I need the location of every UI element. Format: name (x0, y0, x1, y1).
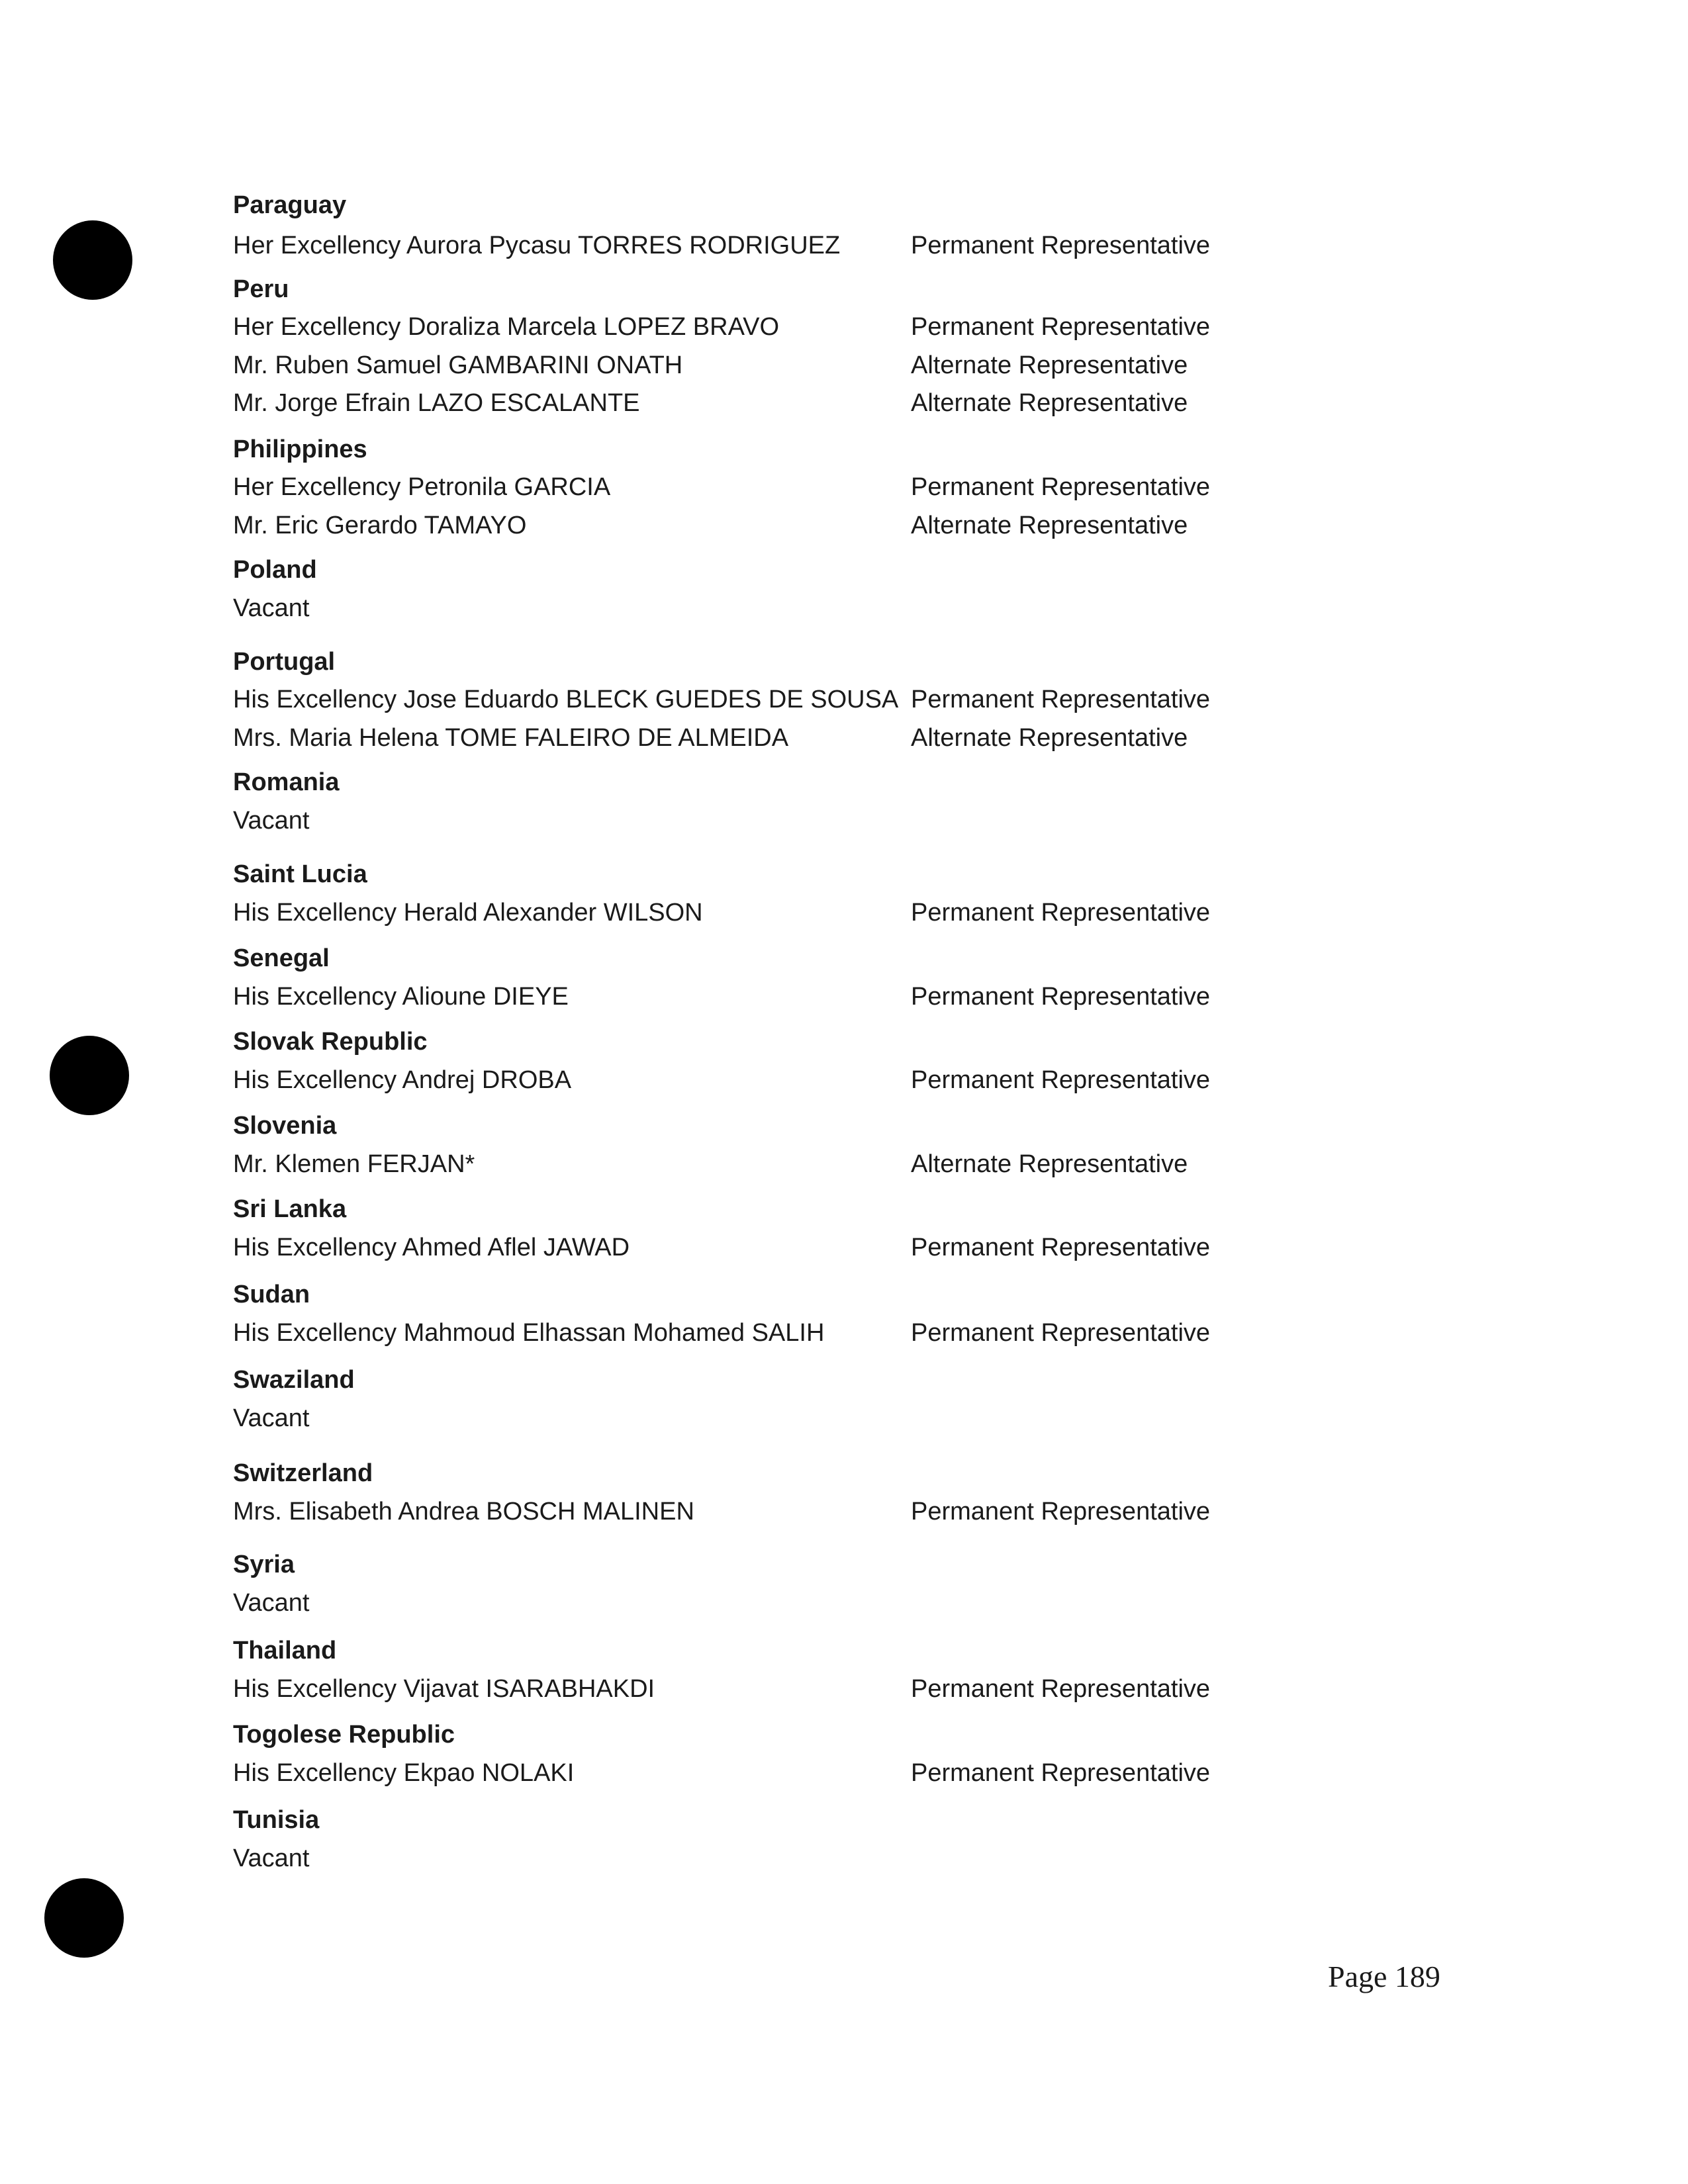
country-heading: Sri Lanka (233, 1195, 347, 1223)
representative-role: Permanent Representative (911, 1319, 1211, 1347)
representative-name: His Excellency Alioune DIEYE (233, 983, 569, 1011)
country-heading: Philippines (233, 435, 367, 463)
representative-name: Mrs. Maria Helena TOME FALEIRO DE ALMEIDA (233, 724, 789, 752)
country-heading: Slovenia (233, 1112, 337, 1140)
representative-name: His Excellency Andrej DROBA (233, 1066, 572, 1094)
representative-role: Permanent Representative (911, 232, 1211, 259)
representative-name: His Excellency Vijavat ISARABHAKDI (233, 1675, 655, 1703)
representative-name: Her Excellency Doraliza Marcela LOPEZ BRAVO (233, 313, 779, 341)
representative-name: Mr. Jorge Efrain LAZO ESCALANTE (233, 389, 640, 417)
representative-name: Mr. Ruben Samuel GAMBARINI ONATH (233, 351, 683, 379)
country-heading: Syria (233, 1551, 295, 1578)
representative-name: Mr. Klemen FERJAN* (233, 1150, 475, 1178)
representative-role: Alternate Representative (911, 389, 1188, 417)
representative-name: Mr. Eric Gerardo TAMAYO (233, 512, 527, 539)
vacant-label: Vacant (233, 594, 310, 622)
country-heading: Paraguay (233, 191, 347, 219)
country-heading: Sudan (233, 1281, 310, 1308)
country-heading: Tunisia (233, 1806, 320, 1834)
country-heading: Peru (233, 275, 289, 303)
representative-role: Permanent Representative (911, 983, 1211, 1011)
country-heading: Slovak Republic (233, 1028, 428, 1056)
representative-role: Permanent Representative (911, 473, 1211, 501)
representative-role: Alternate Representative (911, 724, 1188, 752)
representative-role: Alternate Representative (911, 1150, 1188, 1178)
country-heading: Senegal (233, 944, 330, 972)
country-heading: Thailand (233, 1637, 337, 1664)
representative-name: His Excellency Jose Eduardo BLECK GUEDES DE SOUSA (233, 686, 899, 713)
country-heading: Poland (233, 556, 317, 584)
representative-role: Alternate Representative (911, 512, 1188, 539)
representative-name: Her Excellency Petronila GARCIA (233, 473, 611, 501)
page-number: Page 189 (1328, 1960, 1440, 1993)
representative-name: His Excellency Mahmoud Elhassan Mohamed SALIH (233, 1319, 825, 1347)
representative-name: His Excellency Ekpao NOLAKI (233, 1759, 575, 1787)
representative-role: Permanent Representative (911, 313, 1211, 341)
country-heading: Saint Lucia (233, 860, 367, 888)
country-heading: Swaziland (233, 1366, 355, 1394)
representative-name: His Excellency Herald Alexander WILSON (233, 899, 703, 927)
representative-role: Alternate Representative (911, 351, 1188, 379)
representative-role: Permanent Representative (911, 686, 1211, 713)
vacant-label: Vacant (233, 807, 310, 835)
vacant-label: Vacant (233, 1589, 310, 1617)
representative-role: Permanent Representative (911, 1759, 1211, 1787)
country-heading: Switzerland (233, 1459, 373, 1487)
representative-name: Mrs. Elisabeth Andrea BOSCH MALINEN (233, 1498, 694, 1525)
country-heading: Romania (233, 768, 340, 796)
vacant-label: Vacant (233, 1404, 310, 1432)
vacant-label: Vacant (233, 1844, 310, 1872)
representative-role: Permanent Representative (911, 1498, 1211, 1525)
representative-role: Permanent Representative (911, 1675, 1211, 1703)
representative-name: His Excellency Ahmed Aflel JAWAD (233, 1234, 630, 1261)
representative-name: Her Excellency Aurora Pycasu TORRES RODRIGUEZ (233, 232, 841, 259)
representative-role: Permanent Representative (911, 1066, 1211, 1094)
representative-role: Permanent Representative (911, 1234, 1211, 1261)
representative-role: Permanent Representative (911, 899, 1211, 927)
country-heading: Togolese Republic (233, 1721, 455, 1749)
country-heading: Portugal (233, 648, 336, 676)
